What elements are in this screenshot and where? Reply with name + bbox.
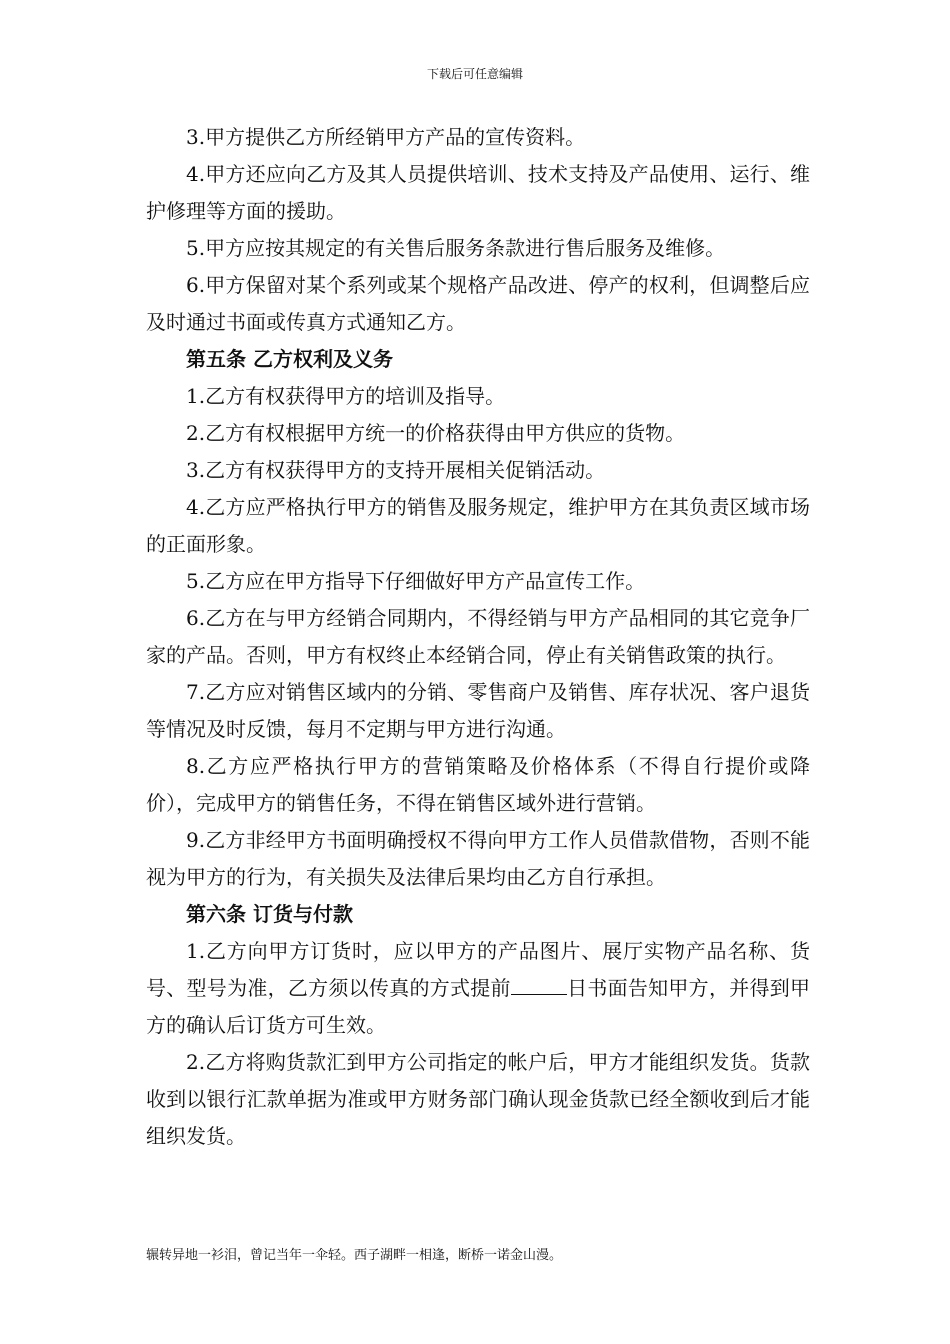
clause-5-item-5: 5.乙方应在甲方指导下仔细做好甲方产品宣传工作。 — [186, 569, 646, 593]
clause-4-item-4: 4.甲方还应向乙方及其人员提供培训、技术支持及产品使用、运行、维护修理等方面的援助。 — [146, 162, 810, 223]
clause-6-item-1-after: 日书面告知甲方，并得到甲方的确认后订货方可生效。 — [146, 976, 811, 1037]
clause-5-item-2: 2.乙方有权根据甲方统一的价格获得由甲方供应的货物。 — [186, 421, 686, 445]
document-body — [146, 119, 810, 1155]
page-footer: 辗转异地一衫泪，曾记当年一伞轻。西子湖畔一相逢，断桥一诺金山漫。 — [146, 1248, 563, 1263]
clause-4-item-6: 6.甲方保留对某个系列或某个规格产品改进、停产的权利，但调整后应及时通过书面或传真方式通知乙方。 — [146, 273, 810, 334]
days-blank-field — [511, 973, 567, 995]
clause-5-item-9: 9.乙方非经甲方书面明确授权不得向甲方工作人员借款借物，否则不能视为甲方的行为，有关损失及法律后果均由乙方自行承担。 — [146, 828, 810, 889]
clause-4-item-5: 5.甲方应按其规定的有关售后服务条款进行售后服务及维修。 — [186, 236, 726, 260]
clause-5-item-7: 7.乙方应对销售区域内的分销、零售商户及销售、库存状况、客户退货等情况及时反馈，每月不定期与甲方进行沟通。 — [146, 680, 810, 741]
clause-5-item-6: 6.乙方在与甲方经销合同期内，不得经销与甲方产品相同的其它竞争厂家的产品。否则，甲方有权终止本经销合同，停止有关销售政策的执行。 — [146, 606, 810, 667]
clause-6-item-2: 2.乙方将购货款汇到甲方公司指定的帐户后，甲方才能组织发货。货款收到以银行汇款单据为准或甲方财务部门确认现金货款已经全额收到后才能组织发货。 — [146, 1050, 810, 1148]
clause-5-heading: 第五条 乙方权利及义务 — [186, 347, 393, 371]
clause-6-heading: 第六条 订货与付款 — [186, 902, 353, 926]
clause-5-item-1: 1.乙方有权获得甲方的培训及指导。 — [186, 384, 506, 408]
clause-6-item-1 — [146, 933, 810, 1044]
clause-5-item-8: 8.乙方应严格执行甲方的营销策略及价格体系（不得自行提价或降价），完成甲方的销售任务，不得在销售区域外进行营销。 — [146, 754, 810, 815]
clause-6-item-1-before: 1.乙方向甲方订货时，应以甲方的产品图片、展厅实物产品名称、货号、型号为准，乙方须以传真的方式提前 — [146, 939, 810, 1000]
clause-5-item-4: 4.乙方应严格执行甲方的销售及服务规定，维护甲方在其负责区域市场的正面形象。 — [146, 495, 810, 556]
page-header: 下载后可任意编辑 — [426, 67, 523, 81]
clause-5-item-3: 3.乙方有权获得甲方的支持开展相关促销活动。 — [186, 458, 606, 482]
clause-4-item-3: 3.甲方提供乙方所经销甲方产品的宣传资料。 — [186, 125, 586, 149]
